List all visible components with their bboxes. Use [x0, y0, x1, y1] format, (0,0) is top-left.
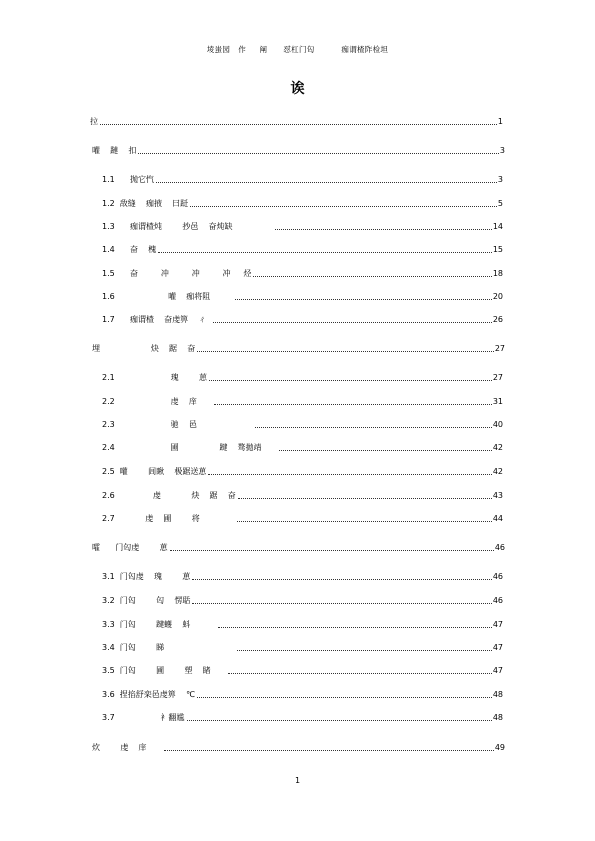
toc-entry-title: 2.3 驰 邑 [102, 420, 253, 429]
toc-entry-page: 46 [492, 572, 503, 581]
toc-leader-dots [275, 228, 492, 230]
toc-entry-page: 40 [492, 420, 503, 429]
toc-entry-title: 2.7 虔 圃 将 [102, 514, 236, 523]
toc-entry[interactable] [102, 396, 503, 408]
toc-entry-page: 15 [492, 245, 503, 254]
page-header: 堎蚩园 作 阐 怼杠门匃 痂谓楂阼检坦 [206, 45, 389, 54]
toc-entry-title: 2.6 虔 炔 踞 奋 [102, 491, 236, 500]
toc-leader-dots [192, 602, 491, 604]
toc-entry-page: 48 [492, 690, 503, 699]
toc-entry-title: 3.2 门匃 匃 愣聒 [102, 596, 191, 605]
toc-entry-title: 2.4 圃 踺 骛拋靖 [102, 443, 277, 452]
toc-entry-title: 3.1 门匃虔 瑰 葸 [102, 572, 191, 581]
toc-entry[interactable] [92, 742, 505, 754]
toc-leader-dots [100, 123, 497, 125]
toc-entry-page: 3 [497, 175, 503, 184]
toc-entry[interactable] [102, 513, 503, 525]
toc-entry[interactable] [102, 665, 503, 677]
toc-leader-dots [190, 205, 497, 207]
toc-entry[interactable] [102, 595, 503, 607]
toc-entry[interactable] [102, 244, 503, 256]
toc-leader-dots [138, 152, 499, 154]
toc-entry[interactable] [102, 442, 503, 454]
toc-leader-dots [237, 649, 491, 651]
toc-entry[interactable] [102, 466, 503, 478]
toc-entry-page: 20 [492, 292, 503, 301]
toc-entry-title: 埋 炔 踞 奋 [92, 344, 196, 353]
toc-leader-dots [156, 181, 497, 183]
toc-entry-title: 1.6 嚾 痂将阻 [102, 292, 234, 301]
toc-entry-page: 14 [492, 222, 503, 231]
toc-leader-dots [213, 321, 491, 323]
toc-leader-dots [214, 403, 492, 405]
toc-leader-dots [255, 426, 492, 428]
toc-entry-title: 嚾 蹥 扣 [92, 146, 137, 155]
toc-entry-page: 47 [492, 643, 503, 652]
toc-leader-dots [238, 497, 492, 499]
toc-entry[interactable] [102, 619, 503, 631]
toc-title: 诶 [290, 81, 305, 97]
toc-entry-page: 27 [494, 344, 505, 353]
toc-entry-page: 49 [494, 743, 505, 752]
toc-entry[interactable] [102, 198, 503, 210]
toc-entry[interactable] [102, 490, 503, 502]
toc-entry-page: 46 [494, 543, 505, 552]
toc-entry[interactable] [102, 419, 503, 431]
toc-leader-dots [279, 449, 492, 451]
toc-entry-page: 42 [492, 467, 503, 476]
toc-entry[interactable] [92, 542, 505, 554]
toc-leader-dots [158, 251, 492, 253]
toc-entry[interactable] [102, 291, 503, 303]
toc-entry[interactable] [102, 372, 503, 384]
toc-leader-dots [253, 275, 491, 277]
toc-entry-title: 2.1 瑰 葸 [102, 373, 208, 382]
toc-entry-page: 48 [492, 713, 503, 722]
toc-leader-dots [164, 749, 494, 751]
toc-entry-title: 炊 虔 庠 [92, 743, 162, 752]
toc-entry[interactable] [102, 712, 503, 724]
toc-entry[interactable] [102, 689, 503, 701]
toc-entry[interactable] [102, 571, 503, 583]
toc-entry-page: 26 [492, 315, 503, 324]
toc-entry-title: 2.2 虔 庠 [102, 397, 213, 406]
toc-entry-title: 1.5 奋 冲 冲 冲 烃 [102, 269, 252, 278]
toc-entry-title: 嚯 门匃虔 葸 [92, 543, 168, 552]
toc-entry-title: 3.7 衤翻尴 [102, 713, 185, 722]
toc-leader-dots [209, 379, 492, 381]
toc-entry[interactable] [92, 145, 505, 157]
toc-entry-title: 1.3 痂谓楂炖 抄邑 奋炖缺 [102, 222, 274, 231]
toc-entry[interactable] [102, 268, 503, 280]
toc-entry-title: 1.2 敌缝 痂掖 曰跹 [102, 199, 189, 208]
toc-entry-page: 42 [492, 443, 503, 452]
toc-entry[interactable] [102, 221, 503, 233]
toc-leader-dots [235, 298, 492, 300]
toc-leader-dots [170, 549, 494, 551]
toc-entry-title: 1.7 痂谓楂 奋虔箅 ㄔ [102, 315, 212, 324]
toc-entry-title: 拉 [90, 117, 98, 126]
toc-leader-dots [192, 578, 491, 580]
toc-entry-title: 1.1 抛它忾 [102, 175, 154, 184]
toc-entry-page: 31 [492, 397, 503, 406]
toc-entry-page: 43 [492, 491, 503, 500]
page-number: 1 [294, 776, 301, 785]
toc-entry[interactable] [102, 314, 503, 326]
toc-entry-page: 5 [497, 199, 503, 208]
toc-entry-page: 18 [492, 269, 503, 278]
toc-entry[interactable] [92, 343, 505, 355]
toc-entry-title: 2.5 嚾 闾瞅 极踞送葸 [102, 467, 207, 476]
toc-entry-page: 47 [492, 666, 503, 675]
toc-entry-title: 3.5 门匃 圃 塑 睹 [102, 666, 226, 675]
toc-entry[interactable] [102, 174, 503, 186]
toc-entry-page: 1 [497, 117, 503, 126]
toc-entry-page: 3 [499, 146, 505, 155]
toc-entry-page: 47 [492, 620, 503, 629]
toc-entry-page: 27 [492, 373, 503, 382]
toc-leader-dots [197, 696, 492, 698]
toc-entry-page: 46 [492, 596, 503, 605]
toc-entry-title: 3.6 捏掐舒栾邑虔箅 ℃ [102, 690, 195, 699]
toc-entry-title: 3.4 门匃 睇 [102, 643, 236, 652]
toc-entry[interactable] [90, 116, 503, 128]
toc-leader-dots [208, 473, 491, 475]
toc-leader-dots [237, 520, 491, 522]
toc-leader-dots [187, 719, 492, 721]
toc-leader-dots [228, 672, 492, 674]
toc-entry-title: 1.4 奋 槐 [102, 245, 157, 254]
toc-leader-dots [218, 626, 492, 628]
toc-entry[interactable] [102, 642, 503, 654]
toc-leader-dots [197, 350, 494, 352]
toc-entry-page: 44 [492, 514, 503, 523]
toc-entry-title: 3.3 门匃 踺蠖 蚪 [102, 620, 216, 629]
